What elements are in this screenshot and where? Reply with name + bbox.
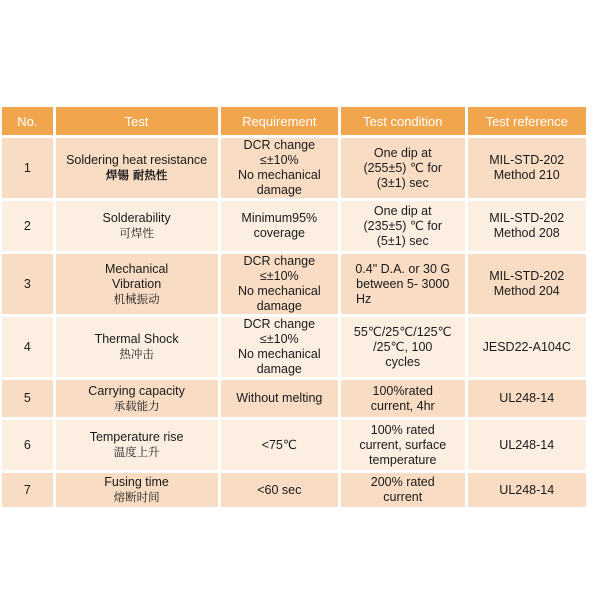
test-name-en: Soldering heat resistance [66,153,208,167]
table-row [2,380,586,417]
requirement-line: damage [256,362,302,376]
test-name-zh: 热冲击 [119,347,154,361]
test-spec-table [0,104,589,510]
condition-line: One dip at [373,203,432,218]
test-name-zh: 机械振动 [113,291,160,306]
cell-reference [468,138,587,198]
test-name-zh: 温度上升 [113,445,160,459]
cell-reference [468,201,587,251]
test-name-en: Fusing time [104,475,169,489]
cell-reference [468,254,587,314]
cell-requirement [221,420,338,470]
reference-line: JESD22-A104C [482,339,571,354]
condition-line: (235±5) ℃ for [363,218,443,233]
test-name-zh: 承载能力 [113,398,160,413]
cell-reference [468,473,587,507]
reference-line: UL248-14 [499,437,555,452]
cell-no: 1 [2,138,53,198]
reference-line: UL248-14 [499,482,555,497]
requirement-line: No mechanical [237,347,321,361]
cell-no: 4 [2,317,53,377]
condition-line: (255±5) ℃ for [363,160,443,175]
table-row [2,201,586,251]
test-name-en: Temperature rise [89,430,184,444]
reference-line: MIL-STD-202 [489,211,565,225]
test-spec-table-container [0,104,600,510]
table-row [2,138,586,198]
cell-requirement [221,317,338,377]
cell-no: 6 [2,420,53,470]
reference-line: UL248-14 [499,391,555,405]
header-test-condition: Test condition [341,107,465,135]
requirement-line: damage [256,183,302,197]
condition-line: current, 4hr [370,398,435,413]
requirement-line: DCR change ≤±10% [243,254,316,283]
requirement-line: damage [256,299,302,313]
reference-line: MIL-STD-202 [489,269,565,283]
condition-line: between 5- 3000 [356,276,450,291]
cell-condition [341,201,465,251]
header-test-reference: Test reference [468,107,587,135]
condition-line: (3±1) sec [376,175,429,190]
test-name-zh: 焊锡 耐热性 [105,168,168,182]
cell-test [56,254,218,314]
test-name-en: Thermal Shock [94,332,179,346]
requirement-line: <60 sec [257,482,302,497]
header-no: No. [2,107,53,135]
condition-line: 100%rated [372,383,433,398]
requirement-line: DCR change ≤±10% [243,317,316,346]
requirement-line: Without melting [236,391,323,405]
reference-line: MIL-STD-202 [489,153,565,167]
reference-line: Method 204 [493,284,560,298]
cell-test [56,317,218,377]
cell-reference [468,380,587,417]
cell-test [56,473,218,507]
condition-line: current, surface [359,437,447,452]
cell-requirement [221,380,338,417]
test-name-en: Carrying capacity [88,383,185,398]
cell-no: 3 [2,254,53,314]
requirement-line: coverage [253,226,305,240]
condition-line: (5±1) sec [376,233,429,248]
cell-condition [341,380,465,417]
table-row [2,254,586,314]
cell-requirement [221,138,338,198]
condition-line: 100% rated [370,422,435,437]
cell-reference [468,420,587,470]
reference-line: Method 210 [493,168,560,182]
cell-requirement [221,201,338,251]
cell-no: 2 [2,201,53,251]
cell-requirement [221,473,338,507]
requirement-line: Minimum95% [241,211,318,225]
condition-line: 200% rated [370,475,435,489]
cell-no: 5 [2,380,53,417]
cell-condition [341,138,465,198]
cell-test [56,380,218,417]
test-name-en-text: Mechanical Vibration [104,261,169,291]
condition-line: Hz [356,291,372,306]
cell-test [56,420,218,470]
cell-test [56,138,218,198]
requirement-line: DCR change ≤±10% [243,138,316,167]
test-name-zh: 可焊性 [119,226,154,240]
header-test: Test [56,107,218,135]
requirement-line: <75℃ [261,437,297,452]
header-requirement: Requirement [221,107,338,135]
condition-line: One dip at [373,145,432,160]
cell-reference [468,317,587,377]
cell-condition [341,254,465,314]
condition-line: /25℃, 100 [373,339,433,354]
cell-test [56,201,218,251]
table-row [2,420,586,470]
condition-line: temperature [369,452,437,467]
cell-condition [341,420,465,470]
condition-line: 55℃/25℃/125℃ [353,324,452,339]
requirement-line: No mechanical [237,284,321,298]
test-name-zh: 熔断时间 [113,490,160,504]
table-row [2,473,586,507]
condition-line: cycles [385,354,421,369]
test-name-en [59,262,215,292]
requirement-line: No mechanical [237,168,321,182]
table-header-row [2,107,586,135]
cell-condition [341,473,465,507]
cell-requirement [221,254,338,314]
cell-no: 7 [2,473,53,507]
test-name-en: Solderability [102,211,171,225]
condition-line: 0.4" D.A. or 30 G [355,261,451,276]
condition-line: current [383,490,423,504]
table-row [2,317,586,377]
cell-condition [341,317,465,377]
reference-line: Method 208 [493,226,560,240]
